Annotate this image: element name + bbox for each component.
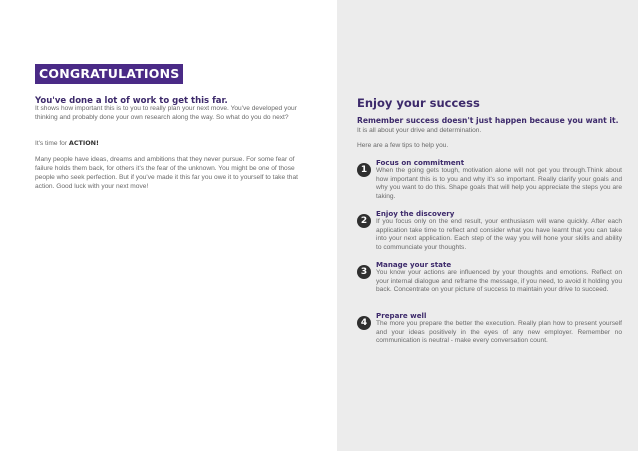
tip-body: When the going gets tough, motivation alone will not get you through.Think about how important this is to you and why it's so important. Really clarify your goals and why you want to do this. Shape goals that will help you appreciate the steps you are taking. bbox=[376, 167, 622, 200]
left-paragraph-2 bbox=[35, 139, 301, 149]
right-intro: It is all about your drive and determination. bbox=[357, 127, 482, 134]
tip-body: If you focus only on the end result, your enthusiasm will wane quickly. After each application take time to reflect and consider what you have learnt that you can take into your next application. Each step of the way you will hone your skills and ability to communciate your thoughts. bbox=[376, 218, 622, 251]
right-subtitle: Remember success doesn't just happen because you want it. bbox=[357, 116, 619, 125]
tip-title: Focus on commitment bbox=[376, 158, 465, 167]
tips-intro: Here are a few tips to help you. bbox=[357, 142, 449, 149]
number-2-icon: 2 bbox=[357, 214, 371, 228]
number-4-icon: 4 bbox=[357, 316, 371, 330]
number-3-icon: 3 bbox=[357, 265, 371, 279]
tip-title: Prepare well bbox=[376, 311, 427, 320]
left-paragraph-1: It shows how important this is to you to really plan your next move. You've developed your thinking and probably done your own research along the way. So what do you do next? bbox=[35, 105, 297, 121]
action-word: ACTION! bbox=[68, 139, 99, 147]
congratulations-banner: CONGRATULATIONS bbox=[35, 64, 183, 84]
left-heading: You've done a lot of work to get this far. bbox=[35, 96, 228, 106]
right-page bbox=[337, 0, 638, 451]
tip-title: Manage your state bbox=[376, 260, 452, 269]
tip-title: Enjoy the discovery bbox=[376, 209, 455, 218]
number-1-icon: 1 bbox=[357, 163, 371, 177]
tip-body: The more you prepare the better the execution. Really plan how to present yourself and your ideas positively in the eyes of any new employer. Remember no communication is neutral - make every conversation count. bbox=[376, 320, 622, 344]
tip-body: You know your actions are influenced by your thoughts and emotions. Reflect on your internal dialogue and reframe the message, if you need, to avoid it holding you back. Concentrate on your picture of success to maintain your drive to succeed. bbox=[376, 269, 622, 293]
right-title: Enjoy your success bbox=[357, 96, 480, 110]
left-paragraph-3: Many people have ideas, dreams and ambitions that they never pursue. For some fear of failure holds them back, for others it's the fear of the unknown. You might be one of those people who seek perfection. But if you've made it this far you owe it to yourself to take that action. Good luck with your next move! bbox=[35, 156, 298, 190]
action-prefix: It's time for bbox=[35, 140, 69, 147]
